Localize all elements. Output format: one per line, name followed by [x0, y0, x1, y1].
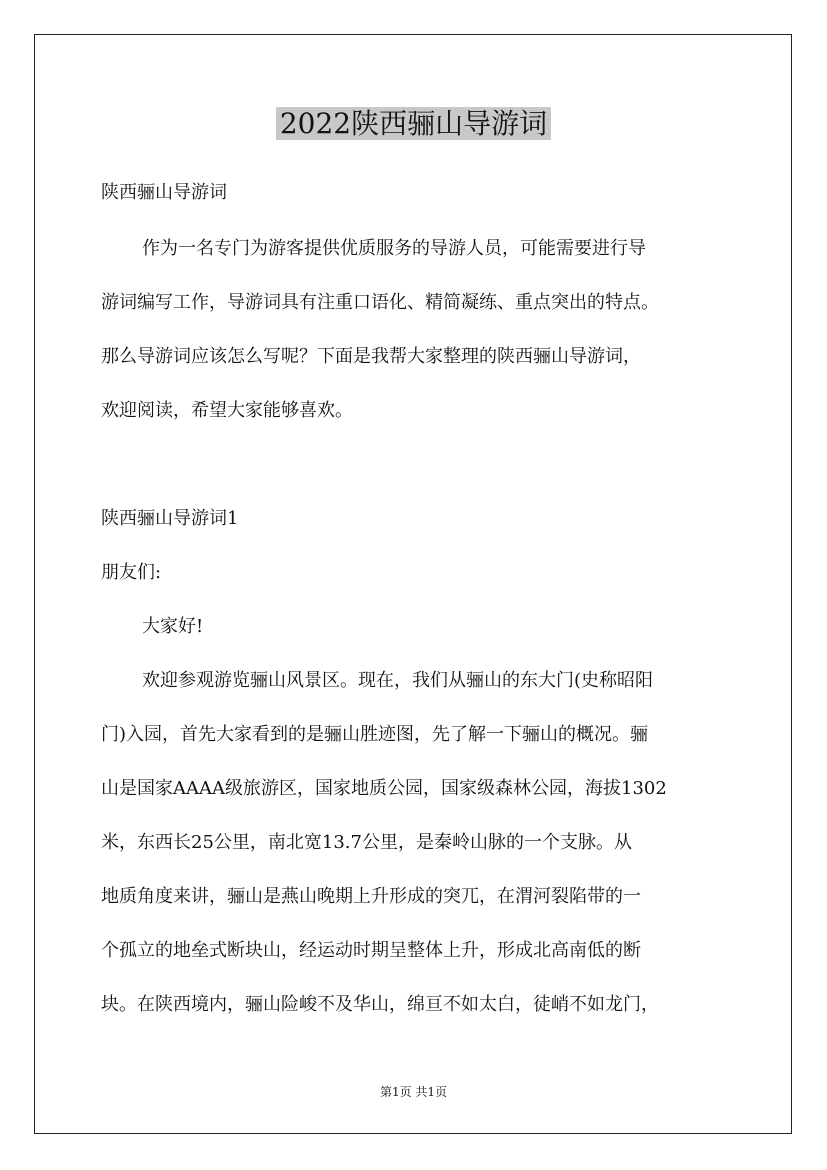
body-line-6: 个孤立的地垒式断块山，经运动时期呈整体上升，形成北高南低的断: [101, 940, 641, 961]
body-line-1: 欢迎参观游览骊山风景区。现在，我们从骊山的东大门(史称昭阳: [142, 670, 654, 691]
document-subtitle: 陕西骊山导游词: [101, 182, 227, 203]
document-title: [0, 104, 827, 144]
section-heading: 陕西骊山导游词1: [101, 508, 239, 529]
intro-line-4: 欢迎阅读，希望大家能够喜欢。: [101, 400, 353, 421]
intro-line-3: 那么导游词应该怎么写呢？下面是我帮大家整理的陕西骊山导游词，: [101, 346, 641, 367]
body-line-5: 地质角度来讲，骊山是燕山晚期上升形成的突兀，在渭河裂陷带的一: [101, 886, 641, 907]
intro-line-1: 作为一名专门为游客提供优质服务的导游人员，可能需要进行导: [142, 238, 646, 259]
body-line-2: 门)入园，首先大家看到的是骊山胜迹图，先了解一下骊山的概况。骊: [101, 724, 649, 745]
intro-line-2: 游词编写工作，导游词具有注重口语化、精简凝练、重点突出的特点。: [101, 292, 659, 313]
body-line-7: 块。在陕西境内，骊山险峻不及华山，绵亘不如太白，徒峭不如龙门，: [101, 994, 659, 1015]
page-number: 第1页 共1页: [379, 1085, 448, 1099]
document-title-text: 2022陕西骊山导游词: [276, 107, 551, 140]
salutation: 朋友们:: [101, 562, 162, 583]
body-line-4: 米，东西长25公里，南北宽13.7公里，是秦岭山脉的一个支脉。从: [101, 832, 632, 853]
greeting: 大家好!: [142, 616, 204, 637]
body-line-3: 山是国家AAAA级旅游区，国家地质公园，国家级森林公园，海拔1302: [101, 778, 667, 799]
